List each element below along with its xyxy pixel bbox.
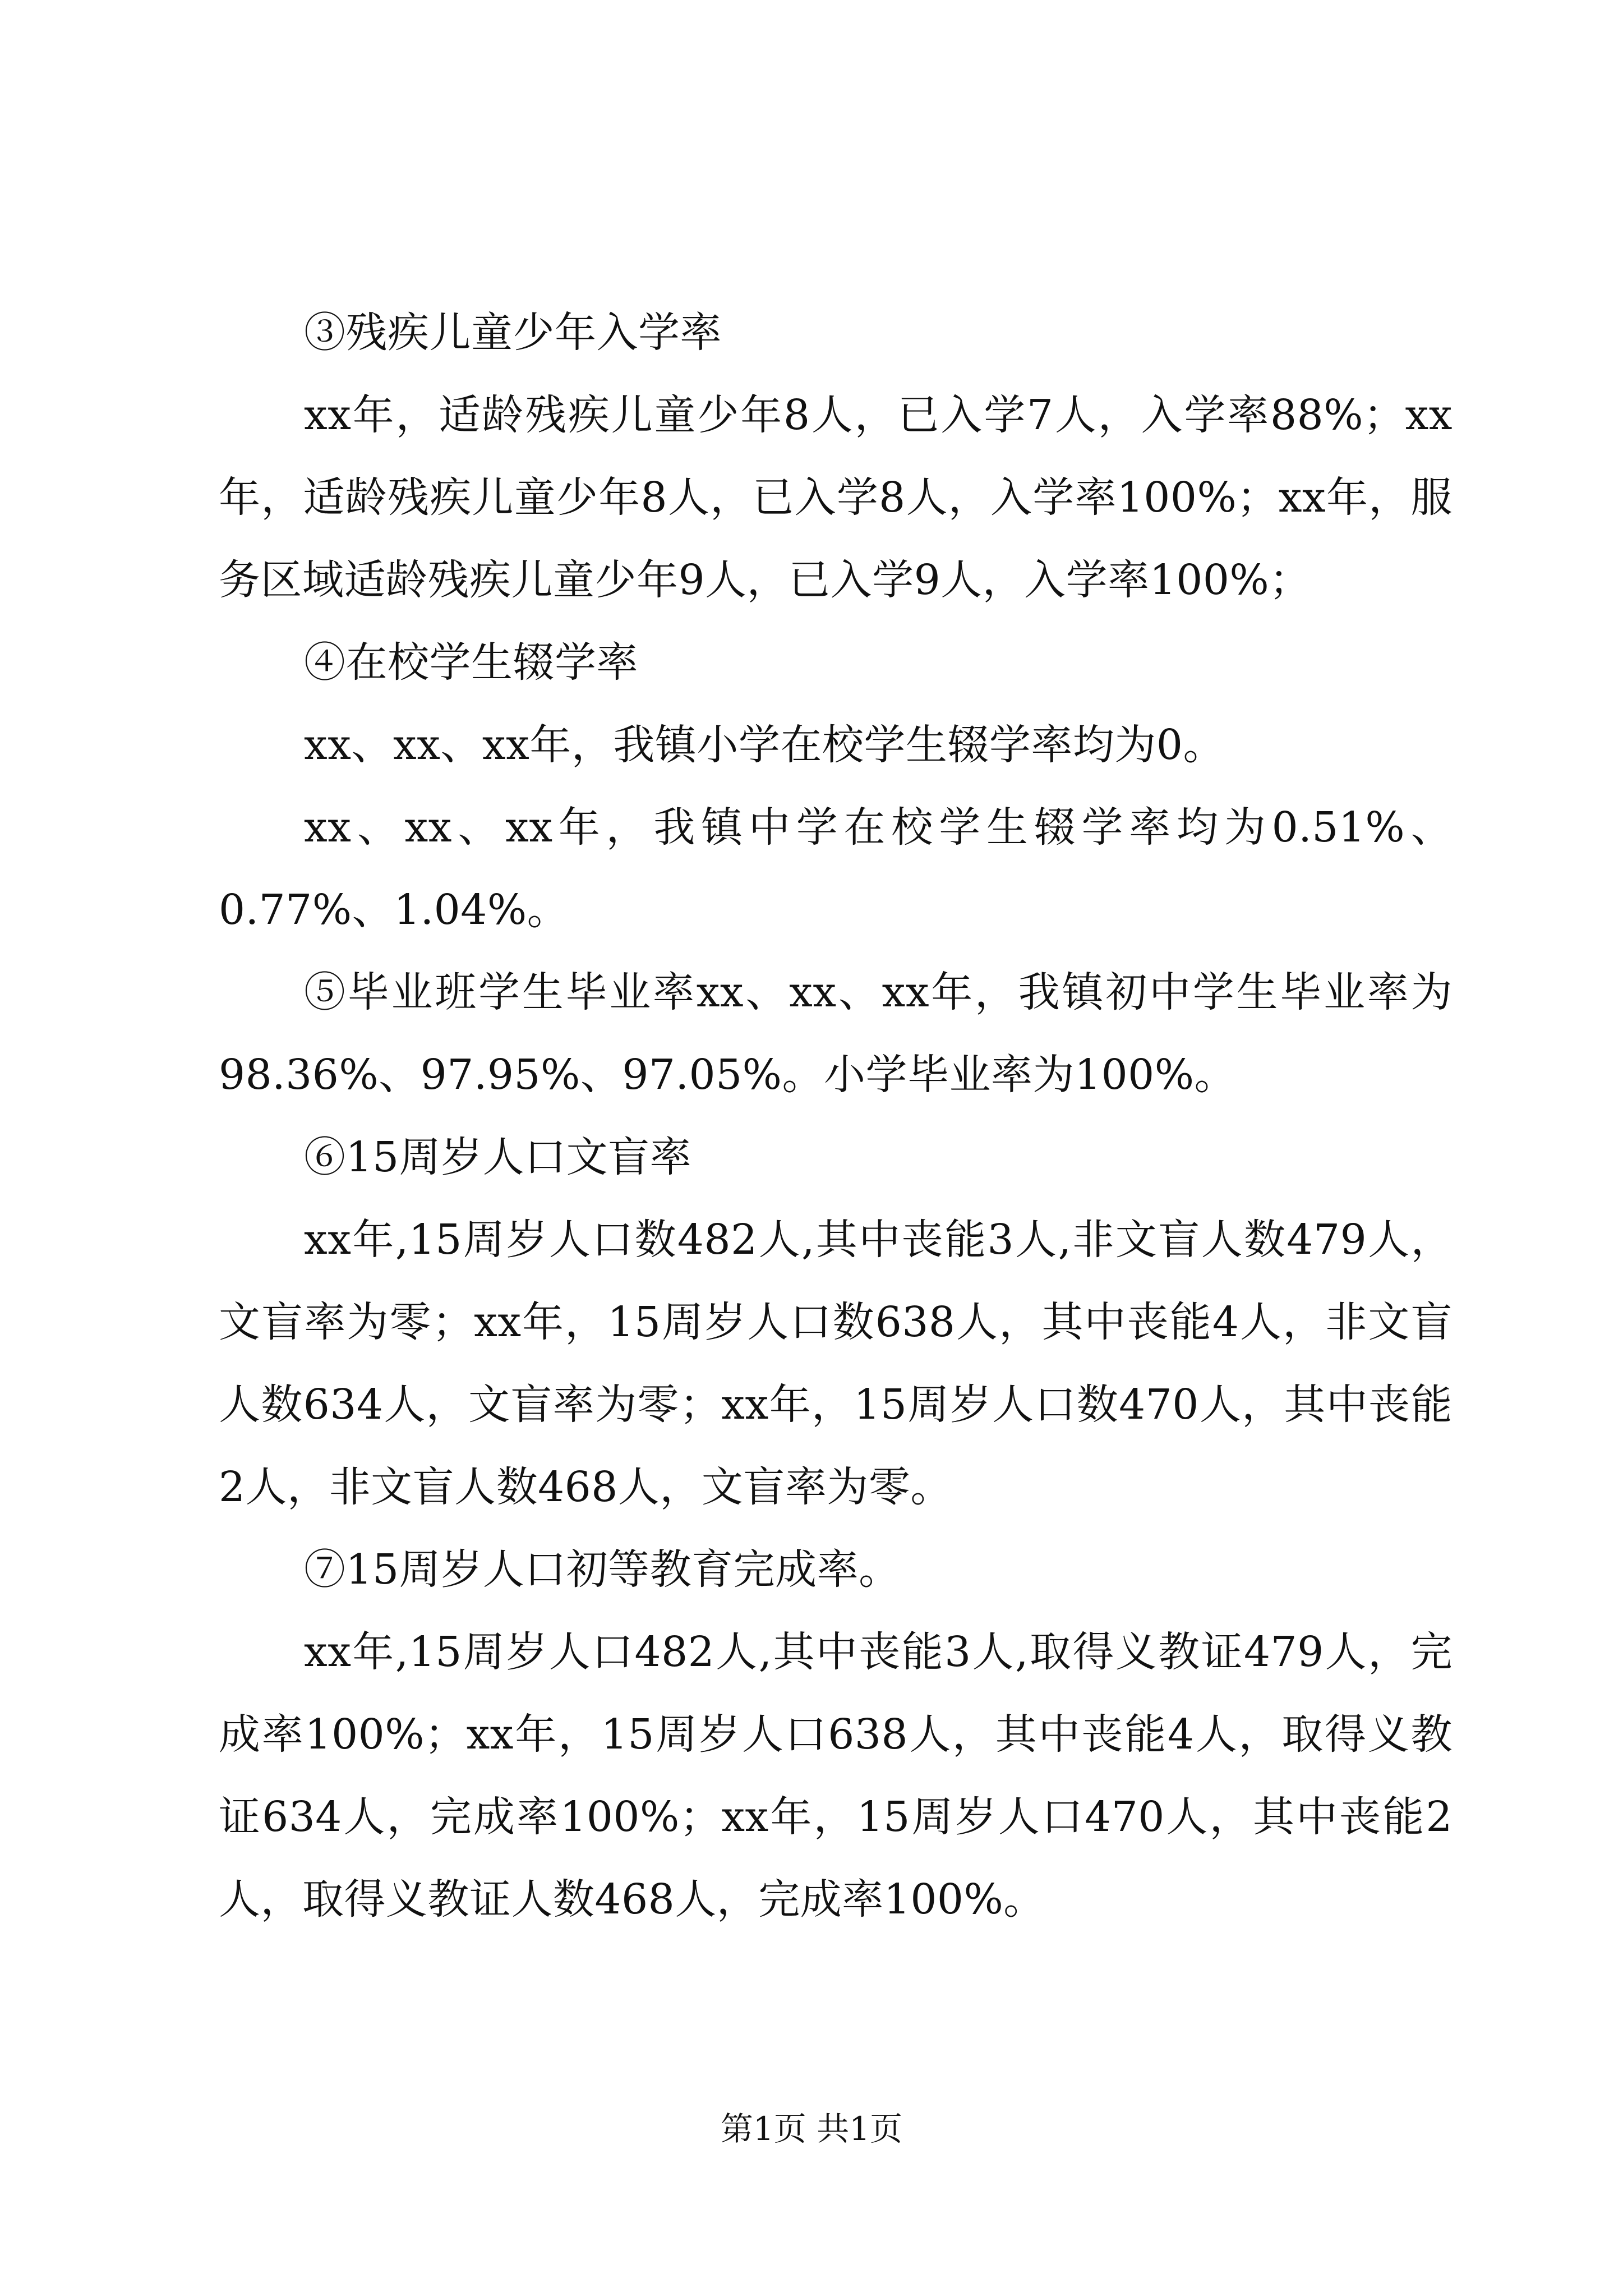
paragraph-graduation-rate: ⑤毕业班学生毕业率xx、xx、xx年，我镇初中学生毕业率为98.36%、97.95%、97.05%。小学毕业率为100%。 [219,968,1453,1099]
paragraph-primary-completion: xx年,15周岁人口482人,其中丧能3人,取得义教证479人，完成率100%；xx年，15周岁人口638人，其中丧能4人，取得义教证634人，完成率100%；xx年，15周岁人口470人，其中丧能2人，取得义教证人数468人，完成率100%。 [219,1628,1453,1924]
document-body [219,292,1453,1941]
paragraph-disabled-enrollment: xx年，适龄残疾儿童少年8人，已入学7人，入学率88%；xx年，适龄残疾儿童少年8人，已入学8人，入学率100%；xx年，服务区域适龄残疾儿童少年9人，已入学9人，入学率100%； [219,391,1453,604]
heading-primary-completion-rate: ⑦15周岁人口初等教育完成率。 [304,1545,901,1594]
page-footer: 第1页 共1页 [720,2110,903,2148]
heading-disabled-enrollment-rate: ③残疾儿童少年入学率 [304,309,722,357]
paragraph-middle-dropout: xx、xx、xx年，我镇中学在校学生辍学率均为0.51%、0.77%、1.04%。 [219,803,1453,934]
heading-illiteracy-rate: ⑥15周岁人口文盲率 [304,1133,692,1181]
heading-dropout-rate: ④在校学生辍学率 [304,638,638,687]
paragraph-primary-dropout: xx、xx、xx年，我镇小学在校学生辍学率均为0。 [304,721,1225,769]
paragraph-illiteracy: xx年,15周岁人口数482人,其中丧能3人,非文盲人数479人，文盲率为零；xx年，15周岁人口数638人，其中丧能4人，非文盲人数634人，文盲率为零；xx年，15周岁人口数470人，其中丧能2人，非文盲人数468人，文盲率为零。 [219,1216,1453,1511]
